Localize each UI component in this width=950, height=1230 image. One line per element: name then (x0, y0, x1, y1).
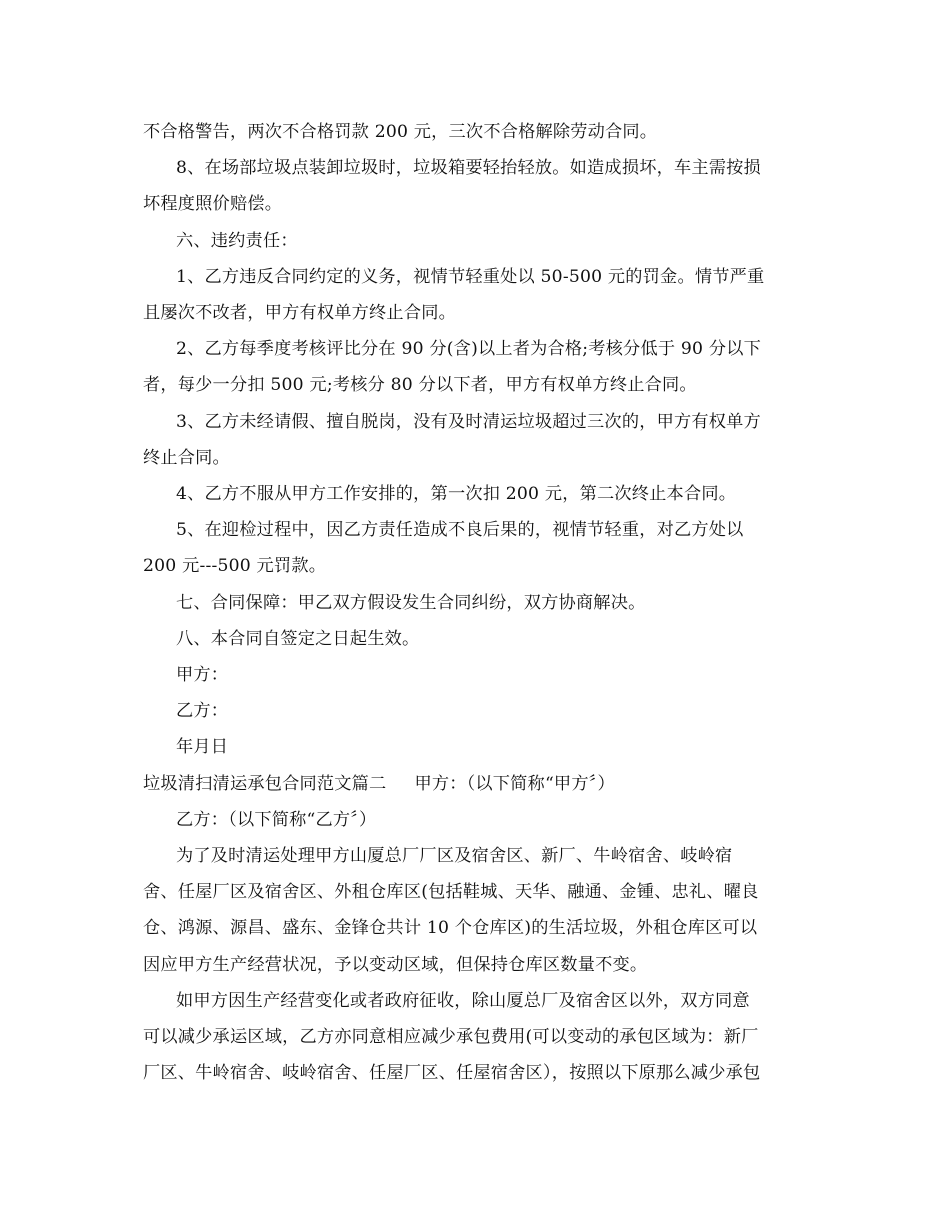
paragraph-line: 仓、鸿源、源昌、盛东、金锋仓共计 10 个仓库区)的生活垃圾，外租仓库区可以 (143, 918, 758, 939)
paragraph-line: 1、乙方违反合同约定的义务，视情节轻重处以 50-500 元的罚金。情节严重 (176, 266, 765, 287)
paragraph-line: 因应甲方生产经营状况，予以变动区域，但保持仓库区数量不变。 (143, 954, 648, 975)
paragraph-line: 坏程度照价赔偿。 (143, 194, 283, 215)
date-label: 年月日 (176, 737, 229, 758)
party-a-definition: 甲方：（以下简称“甲方〞） (414, 773, 615, 794)
paragraph-line: 舍、任屋厂区及宿舍区、外租仓库区(包括鞋城、天华、融通、金锺、忠礼、曜良 (143, 882, 759, 903)
paragraph-line: 4、乙方不服从甲方工作安排的，第一次扣 200 元，第二次终止本合同。 (176, 484, 737, 505)
document-body (143, 114, 807, 1091)
section-heading: 六、违约责任： (176, 230, 298, 251)
section-heading: 七、合同保障：甲乙双方假设发生合同纠纷，双方协商解决。 (176, 592, 646, 613)
paragraph-line: 如甲方因生产经营变化或者政府征收，除山厦总厂及宿舍区以外，双方同意 (176, 990, 750, 1011)
paragraph-line: 且屡次不改者，甲方有权单方终止合同。 (143, 303, 456, 324)
party-b-signature-label: 乙方： (176, 701, 229, 722)
party-a-signature-label: 甲方： (176, 665, 229, 686)
section-heading: 八、本合同自签定之日起生效。 (176, 628, 420, 649)
paragraph-line: 可以减少承运区域，乙方亦同意相应减少承包费用(可以变动的承包区域为：新厂 (143, 1027, 759, 1048)
party-b-definition: 乙方：（以下简称“乙方〞） (176, 809, 377, 830)
paragraph-line: 3、乙方未经请假、擅自脱岗，没有及时清运垃圾超过三次的，甲方有权单方 (176, 411, 761, 432)
paragraph-line: 厂区、牛岭宿舍、岐岭宿舍、任屋厂区、任屋宿舍区），按照以下原那么减少承包 (143, 1063, 761, 1084)
paragraph-line: 终止合同。 (143, 447, 230, 468)
paragraph-line: 为了及时清运处理甲方山厦总厂厂区及宿舍区、新厂、牛岭宿舍、岐岭宿 (176, 846, 733, 867)
paragraph-line: 200 元---500 元罚款。 (143, 556, 327, 577)
paragraph-line: 5、在迎检过程中，因乙方责任造成不良后果的，视情节轻重，对乙方处以 (176, 520, 744, 541)
section-title-line (143, 766, 807, 802)
paragraph-line: 2、乙方每季度考核评比分在 90 分(含)以上者为合格;考核分低于 90 分以下 (176, 339, 761, 360)
paragraph-line: 8、在场部垃圾点装卸垃圾时，垃圾箱要轻抬轻放。如造成损坏，车主需按损 (176, 158, 761, 179)
paragraph-line: 者，每少一分扣 500 元;考核分 80 分以下者，甲方有权单方终止合同。 (143, 375, 697, 396)
paragraph-line: 不合格警告，两次不合格罚款 200 元，三次不合格解除劳动合同。 (143, 122, 658, 142)
contract-title: 垃圾清扫清运承包合同范文篇二 (143, 773, 387, 794)
